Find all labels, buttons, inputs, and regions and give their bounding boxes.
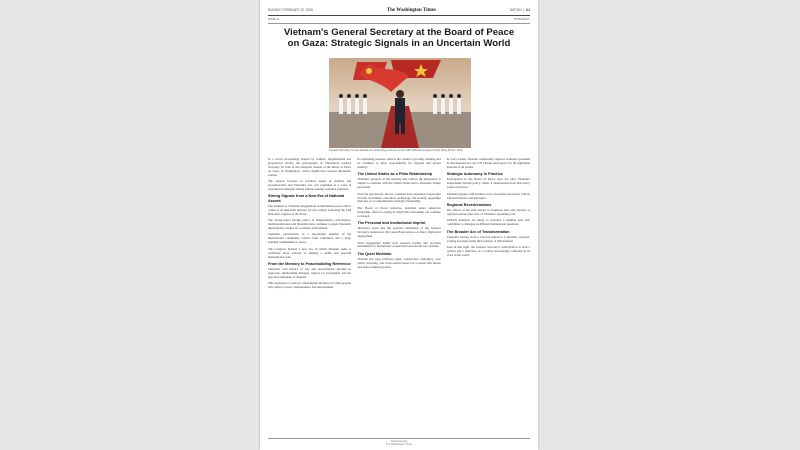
section-subhead: Strong Signals from a New Era of National Ascent: [268, 194, 345, 203]
body-paragraph: The strong-stated foreign policy of independence, self-reliance, multilateralization and diversification continues to guide Vietnam's international conduct in a complex environment.: [268, 218, 352, 230]
body-paragraph: Such engagement builds trust between leaders and provides momentum for institutional cooperation between the two systems.: [357, 240, 441, 249]
article-column-2: [357, 158, 440, 438]
section-rule: [268, 23, 530, 24]
article-body: [268, 158, 530, 438]
body-paragraph: The effects of the visit extend to Southeast Asia and beyond, as regional partners take note of Vietnam's expanding role.: [446, 208, 530, 216]
body-paragraph: Vietnam's journey from a war-torn nation to a dynamic, outward-looking economy forms the backdrop of this moment.: [446, 234, 530, 243]
body-paragraph: Seen in that light, the General Secretary's participation is both a symbol and a substance of a country increasingly confident in its place in the world.: [446, 245, 530, 258]
section-label: NATION: [509, 8, 522, 12]
article-column-1: [268, 158, 351, 438]
body-paragraph: In every forum, Vietnam consistently supports solutions grounded in international law, the UN Charter and respect for the legitimate interests of all parties.: [446, 158, 530, 169]
body-paragraph: Vietnam has long preferred quiet, constructive diplomacy over public posturing, and it has earned respect as a partner that listens and seeks common ground.: [357, 256, 441, 269]
right-section-label: STRATEGY: [514, 17, 530, 21]
body-paragraph: ASEAN members are likely to welcome a member state that contributes to dialogue on difficult international questions.: [446, 218, 530, 227]
section-subhead: Strategic Autonomy in Practice: [446, 172, 503, 177]
body-paragraph: Observers noted that the personal attendance of the General Secretary underscores the value Hanoi places on direct, high-level engagement.: [357, 226, 441, 239]
body-paragraph: Participation in the Board of Peace does not alter Vietnam's independent foreign policy; rather, it demonstrates how that policy works in practice.: [446, 177, 530, 190]
body-paragraph: Over the past decade, the two countries have expanded cooperation in trade, investment, education, technology and security, upgrading their ties to a Comprehensive Strategic Partnership.: [357, 191, 441, 204]
section-subhead: The United States as a Pillar Relationship: [357, 172, 433, 177]
section-subhead: The Quiet Mediator: [357, 251, 392, 256]
footer-rule: [268, 438, 530, 439]
body-paragraph: Vietnam's participation as a responsible member of the international community reflects both confidence and a long-standing commitment to peace.: [268, 232, 352, 245]
section-subhead: The Broader Arc of Transformation: [446, 229, 510, 234]
paper-name: The Washington Times: [386, 7, 436, 13]
body-paragraph: Its expanding presence reflects the country's growing standing and its readiness to share responsibility for regional and global stability.: [357, 158, 441, 169]
body-paragraph: Vietnam's own history of war and reconciliation informs its approach, emphasizing dialogue, respect for sovereignty and the peaceful settlement of disputes.: [268, 267, 352, 279]
body-paragraph: Vietnam engages with partners on its own terms and in line with its national interests and principles.: [446, 191, 530, 200]
ceremony-photo-illustration: [329, 58, 471, 148]
body-paragraph: The Board of Peace initiative, launched under American leadership, offered a setting in which this relationship can continue to deepen.: [357, 205, 441, 218]
section-subhead: From the Memory to Peacebuilding Reference: [268, 262, 351, 267]
left-section-label: WORLD: [268, 17, 280, 21]
section-row: [268, 17, 530, 22]
section-subhead: Regional Reverberations: [446, 203, 492, 208]
body-paragraph: The Congress marked a new era, in which Vietnam seeks to contribute more actively to shaping a stable and peaceful international order.: [268, 246, 352, 259]
issue-date: SUNDAY, FEBRUARY 22, 2026: [268, 8, 313, 12]
page-footer: [268, 440, 530, 447]
newspaper-page: [260, 0, 538, 450]
footer-line-1: Advertisement: [390, 440, 408, 443]
masthead-rule: [268, 15, 530, 16]
body-paragraph: Vietnam's presence at the meeting also reflects the importance it assigns to relations with the United States and to President Trump personally.: [357, 177, 441, 190]
article-column-3: [447, 158, 530, 438]
photo-caption: General Secretary To Lam attends the welcoming ceremony at the 14th National Congress of the Party (Photo: VNA): [329, 149, 463, 152]
body-paragraph: The moment of Vietnam's engagement in multilateral peace efforts comes at an important juncture for the country, following the 14th National Congress of the Party.: [268, 203, 352, 216]
page-number: A3: [525, 8, 530, 12]
masthead: [268, 6, 530, 14]
article-headline: Vietnam's General Secretary at the Board of Peace on Gaza: Strategic Signals in an Uncertain World: [283, 27, 515, 49]
section-page: NATION | A3: [509, 8, 530, 12]
body-paragraph: In a world increasingly shaped by conflict, fragmentation and geopolitical rivalry, the participation of Vietnamese General Secretary To Lam in the inaugural session of the Board of Peace on Gaza, in Washington, carries significance beyond diplomatic routine.: [268, 158, 352, 177]
article-photo: [329, 58, 471, 148]
body-paragraph: The session focused on practical issues of stability and reconstruction, and Vietnam's role was examined as a voice of restraint and dialogue among nations seeking workable solutions.: [268, 179, 352, 191]
body-paragraph: This experience is seen as a meaningful reference for other peoples who aspire to peace, independence and development.: [268, 281, 352, 290]
section-subhead: The Personal and Institutional Imprint: [357, 221, 426, 226]
footer-line-2: The Washington Times: [385, 443, 413, 446]
